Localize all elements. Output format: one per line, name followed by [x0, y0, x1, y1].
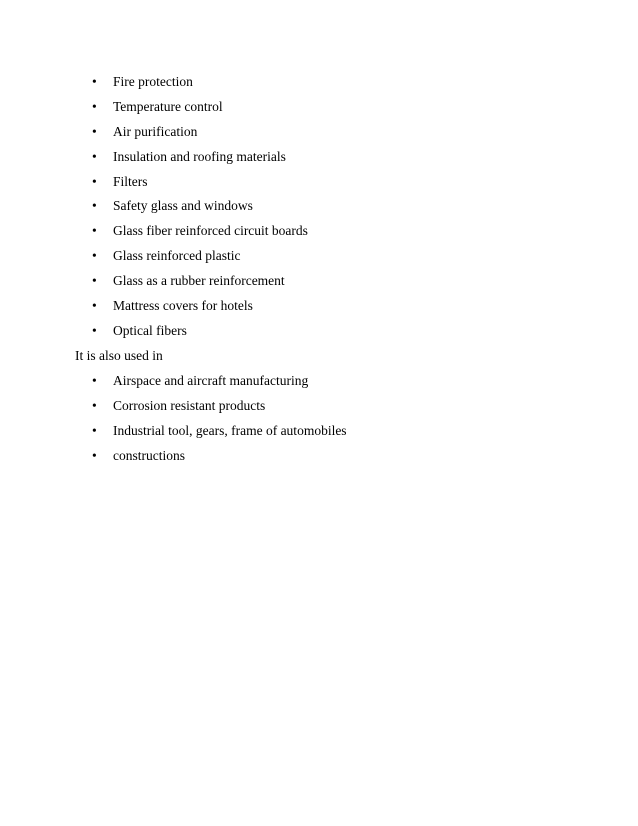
list-item: [0, 247, 638, 272]
list-item-text: Safety glass and windows: [113, 198, 253, 214]
bullet-icon: •: [92, 373, 97, 388]
list-item-text: Industrial tool, gears, frame of automobiles: [113, 422, 347, 438]
bullet-icon: •: [92, 273, 97, 289]
list-item: [0, 297, 638, 322]
list-item-text: Mattress covers for hotels: [113, 298, 253, 314]
list-item-text: Airspace and aircraft manufacturing: [113, 373, 309, 388]
bullet-icon: •: [92, 123, 97, 139]
applications-list: [0, 73, 638, 347]
list-item-text: constructions: [113, 447, 185, 463]
list-item-text: Insulation and roofing materials: [113, 148, 286, 164]
bullet-icon: •: [92, 98, 97, 114]
list-item-text: Glass as a rubber reinforcement: [113, 273, 285, 289]
list-item-text: Fire protection: [113, 74, 193, 89]
list-item: [0, 73, 638, 98]
bullet-icon: •: [92, 223, 97, 239]
bullet-icon: •: [92, 173, 97, 189]
list-item-text: Air purification: [113, 123, 198, 139]
body-paragraph: It is also used in: [75, 348, 163, 363]
list-item: [0, 123, 638, 148]
list-item: [0, 372, 638, 397]
bullet-icon: •: [92, 322, 97, 338]
bullet-icon: •: [92, 422, 97, 438]
list-item: [0, 222, 638, 247]
other-uses-list: [0, 372, 638, 472]
list-item-text: Filters: [113, 173, 148, 189]
bullet-icon: •: [92, 298, 97, 314]
list-item: [0, 397, 638, 422]
bullet-icon: •: [92, 198, 97, 214]
list-item-text: Temperature control: [113, 98, 223, 114]
bullet-icon: •: [92, 447, 97, 463]
bullet-icon: •: [92, 74, 97, 89]
list-item-text: Glass reinforced plastic: [113, 248, 241, 264]
list-item: [0, 447, 638, 472]
bullet-icon: •: [92, 148, 97, 164]
bullet-icon: •: [92, 248, 97, 264]
list-item: [0, 322, 638, 347]
list-item: [0, 173, 638, 198]
list-item: [0, 422, 638, 447]
list-item: [0, 148, 638, 173]
list-item-text: Optical fibers: [113, 322, 187, 338]
list-item: [0, 272, 638, 297]
list-item: [0, 197, 638, 222]
bullet-icon: •: [92, 397, 97, 413]
list-item: [0, 98, 638, 123]
list-item-text: Glass fiber reinforced circuit boards: [113, 223, 308, 239]
list-item-text: Corrosion resistant products: [113, 397, 266, 413]
